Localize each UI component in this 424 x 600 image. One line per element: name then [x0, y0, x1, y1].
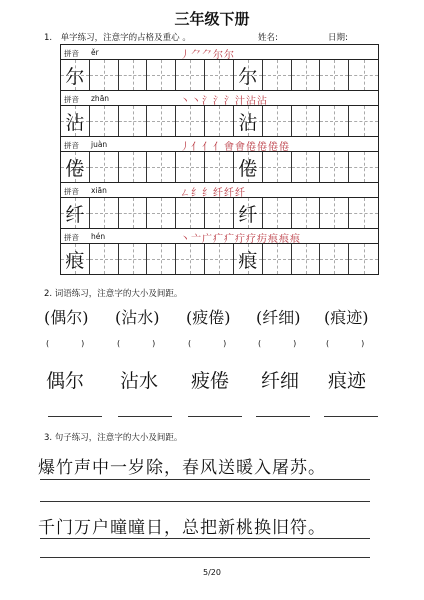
stroke-order: ㄥ纟纟纤纤纤: [180, 188, 246, 199]
practice-cell[interactable]: [205, 244, 234, 274]
practice-row: [61, 244, 378, 275]
page-number: 5/20: [203, 568, 221, 577]
practice-cell[interactable]: [320, 106, 349, 136]
practice-cell[interactable]: [119, 198, 148, 228]
writing-line: [40, 538, 370, 539]
practice-cell[interactable]: [205, 106, 234, 136]
model-word: (纤细): [256, 308, 301, 327]
trace-char-cell[interactable]: 倦: [234, 152, 263, 182]
writing-line[interactable]: [256, 416, 310, 417]
trace-char-cell[interactable]: 沾: [234, 106, 263, 136]
trace-word: 纤细: [261, 370, 300, 392]
section3-heading: 3. 句子练习，注意字的大小及间距。: [44, 433, 183, 443]
model-char-cell: 沾: [61, 106, 90, 136]
writing-line[interactable]: [188, 416, 242, 417]
practice-cell[interactable]: [292, 152, 321, 182]
practice-cell[interactable]: [349, 198, 378, 228]
model-word: (偶尔): [44, 308, 89, 327]
practice-cell[interactable]: [349, 60, 378, 90]
practice-cell[interactable]: [119, 106, 148, 136]
practice-cell[interactable]: [349, 244, 378, 274]
practice-cell[interactable]: [205, 198, 234, 228]
writing-line[interactable]: [48, 416, 102, 417]
pinyin-row: [61, 90, 378, 106]
pinyin-label: 拼音: [64, 233, 79, 242]
pinyin-value: zhān: [91, 94, 110, 103]
section1-heading: 1. 单字练习，注意字的占格及重心 。: [44, 33, 191, 43]
practice-cell[interactable]: [205, 60, 234, 90]
practice-cell[interactable]: [349, 106, 378, 136]
model-char-cell: 纤: [61, 198, 90, 228]
page-title: 三年级下册: [174, 10, 250, 28]
trace-char-cell[interactable]: 痕: [234, 244, 263, 274]
pinyin-blank[interactable]: ( ): [46, 339, 85, 348]
trace-word: 沾水: [120, 370, 159, 392]
practice-cell[interactable]: [292, 106, 321, 136]
model-sentence: 千门万户曈曈日，总把新桃换旧符。: [38, 518, 326, 538]
model-char-cell: 倦: [61, 152, 90, 182]
practice-cell[interactable]: [119, 244, 148, 274]
trace-word: 疲倦: [191, 370, 230, 392]
practice-cell[interactable]: [176, 60, 205, 90]
pinyin-row: [61, 44, 378, 60]
practice-cell[interactable]: [119, 60, 148, 90]
pinyin-value: ěr: [91, 48, 99, 57]
practice-cell[interactable]: [90, 152, 119, 182]
practice-cell[interactable]: [147, 198, 176, 228]
pinyin-row: [61, 182, 378, 198]
pinyin-blank[interactable]: ( ): [258, 339, 297, 348]
practice-cell[interactable]: [176, 152, 205, 182]
practice-cell[interactable]: [292, 244, 321, 274]
practice-cell[interactable]: [320, 244, 349, 274]
practice-cell[interactable]: [147, 60, 176, 90]
pinyin-label: 拼音: [64, 49, 79, 58]
practice-cell[interactable]: [119, 152, 148, 182]
section2-heading: 2. 词语练习，注意字的大小及间距。: [44, 289, 183, 299]
date-label: 日期:: [328, 33, 348, 43]
practice-cell[interactable]: [292, 60, 321, 90]
practice-cell[interactable]: [263, 244, 292, 274]
model-sentence: 爆竹声中一岁除，春风送暖入屠苏。: [38, 458, 326, 478]
writing-line[interactable]: [40, 557, 370, 558]
writing-line[interactable]: [324, 416, 378, 417]
pinyin-blank[interactable]: ( ): [188, 339, 227, 348]
practice-cell[interactable]: [320, 152, 349, 182]
pinyin-value: hén: [91, 232, 106, 241]
trace-word: 痕迹: [328, 370, 367, 392]
practice-cell[interactable]: [205, 152, 234, 182]
stroke-order: 丶亠广疒疒疔疗疠痕痕痕: [180, 234, 301, 245]
practice-cell[interactable]: [176, 106, 205, 136]
practice-row: [61, 152, 378, 182]
practice-cell[interactable]: [90, 106, 119, 136]
trace-char-cell[interactable]: 纤: [234, 198, 263, 228]
practice-cell[interactable]: [263, 106, 292, 136]
stroke-order: 丿亻亻亻㑹㑹倦倦倦倦: [180, 142, 290, 153]
model-char-cell: 痕: [61, 244, 90, 274]
name-label: 姓名:: [258, 33, 278, 43]
practice-cell[interactable]: [147, 106, 176, 136]
writing-line[interactable]: [118, 416, 172, 417]
practice-cell[interactable]: [90, 244, 119, 274]
practice-cell[interactable]: [176, 244, 205, 274]
practice-cell[interactable]: [320, 60, 349, 90]
character-grid: [60, 44, 379, 275]
trace-word: 偶尔: [46, 370, 85, 392]
practice-cell[interactable]: [292, 198, 321, 228]
practice-cell[interactable]: [349, 152, 378, 182]
model-word: (痕迹): [324, 308, 369, 327]
stroke-order: ⼃⺈⺈尔尔: [180, 50, 235, 61]
practice-cell[interactable]: [320, 198, 349, 228]
practice-row: [61, 60, 378, 90]
model-char-cell: 尔: [61, 60, 90, 90]
practice-row: [61, 106, 378, 136]
stroke-order: 丶丶氵氵氵汁沾沾: [180, 96, 268, 107]
trace-char-cell[interactable]: 尔: [234, 60, 263, 90]
pinyin-label: 拼音: [64, 141, 79, 150]
writing-line: [40, 479, 370, 480]
practice-cell[interactable]: [147, 244, 176, 274]
pinyin-row: [61, 136, 378, 152]
practice-cell[interactable]: [176, 198, 205, 228]
practice-row: [61, 198, 378, 228]
practice-cell[interactable]: [263, 60, 292, 90]
practice-cell[interactable]: [90, 198, 119, 228]
practice-cell[interactable]: [90, 60, 119, 90]
pinyin-label: 拼音: [64, 187, 79, 196]
pinyin-row: [61, 228, 378, 244]
pinyin-value: xiān: [91, 186, 107, 195]
practice-cell[interactable]: [147, 152, 176, 182]
model-word: (疲倦): [186, 308, 231, 327]
pinyin-blank[interactable]: ( ): [326, 339, 365, 348]
model-word: (沾水): [115, 308, 160, 327]
practice-cell[interactable]: [263, 198, 292, 228]
writing-line[interactable]: [40, 501, 370, 502]
practice-cell[interactable]: [263, 152, 292, 182]
pinyin-value: juàn: [91, 140, 108, 149]
pinyin-label: 拼音: [64, 95, 79, 104]
pinyin-blank[interactable]: ( ): [117, 339, 156, 348]
